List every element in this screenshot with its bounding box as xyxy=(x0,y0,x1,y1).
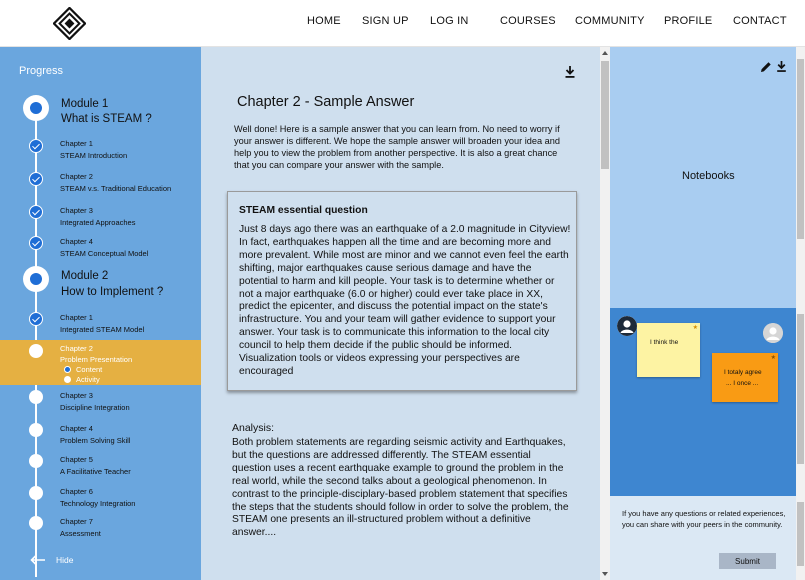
right-panel xyxy=(610,47,805,580)
chapter-title: Discipline Integration xyxy=(60,403,130,412)
chapter-number: Chapter 1 xyxy=(60,313,93,322)
chapter-dot-icon xyxy=(29,486,43,500)
main-scrollbar[interactable] xyxy=(600,47,610,580)
main-content xyxy=(201,47,600,580)
progress-sidebar xyxy=(0,47,201,580)
module-1-title[interactable]: What is STEAM ? xyxy=(61,113,152,125)
chapter-dot-icon xyxy=(29,516,43,530)
nav-profile[interactable]: PROFILE xyxy=(664,15,713,27)
arrow-left-icon xyxy=(30,554,46,566)
scroll-thumb[interactable] xyxy=(797,314,804,464)
hide-sidebar-button[interactable] xyxy=(30,553,74,567)
note-text: I think the xyxy=(650,339,679,346)
analysis-title: Analysis: xyxy=(232,422,275,434)
download-icon[interactable] xyxy=(776,60,787,73)
nav-courses[interactable]: COURSES xyxy=(500,15,556,27)
chapter-number: Chapter 1 xyxy=(60,139,93,148)
scroll-thumb[interactable] xyxy=(601,61,609,169)
module-2-title[interactable]: How to Implement ? xyxy=(61,286,164,298)
chapter-number: Chapter 4 xyxy=(60,424,93,433)
module-1-marker xyxy=(23,95,49,121)
chapter-number: Chapter 4 xyxy=(60,237,93,246)
chapter-dot-icon xyxy=(29,423,43,437)
intro-text: Well done! Here is a sample answer that you can learn from. No need to worry if your answer is different. We hope the sample answer will broaden your idea and help you to view the problem from another perspective. It is also a great chance that you can compare your answer with the sample. xyxy=(234,124,560,170)
notebook-scrollbar[interactable] xyxy=(796,47,805,304)
avatar[interactable] xyxy=(617,316,637,336)
chapter-dot-icon xyxy=(29,454,43,468)
module-1-number[interactable]: Module 1 xyxy=(61,98,109,110)
notebooks-label: Notebooks xyxy=(682,170,735,182)
chapter-title: Integrated STEAM Model xyxy=(60,325,145,334)
page-title: Chapter 2 - Sample Answer xyxy=(237,94,415,110)
note-text: ... I once ... xyxy=(726,380,759,387)
note-text: I totaly agree xyxy=(724,369,762,376)
notebook-panel[interactable] xyxy=(610,47,796,304)
chapter-title: STEAM Introduction xyxy=(60,151,128,160)
check-icon xyxy=(29,236,43,250)
chapter-title: A Facilitative Teacher xyxy=(60,467,131,476)
nav-home[interactable]: HOME xyxy=(307,15,341,27)
sticky-note-orange[interactable] xyxy=(712,353,778,402)
nav-sign-up[interactable]: SIGN UP xyxy=(362,15,409,27)
subitem-activity[interactable]: Activity xyxy=(76,375,100,384)
chapter-number: Chapter 6 xyxy=(60,487,93,496)
comment-prompt[interactable]: If you have any questions or related experiences, you can share with your peers in the community. xyxy=(622,509,786,530)
check-icon xyxy=(29,172,43,186)
chapter-title: Problem Solving Skill xyxy=(60,436,131,445)
board-divider xyxy=(610,304,796,308)
question-body: Just 8 days ago there was an earthquake of a 2.0 magnitude in Cityview! In fact, earthquakes happen all the time and are becoming more and more prevalent. While most are minor and we cannot even feel the earth shifting, major earthquakes cause serious damage and have the potential to harm and kill people. Your task is to determine whether or not a major earthquake (6.0 or higher) could ever take place in XX, predict the epicenter, and discuss the potential impact on the state's infrastructure. You and your team will gather evidence to support your answer. Your task is to communicate this information to the local city council to help them decide if the public should be informed. Visualization tools or videos expressing your perspectives are encouraged xyxy=(239,224,571,377)
module-2-marker xyxy=(23,266,49,292)
avatar[interactable] xyxy=(763,323,783,343)
check-icon xyxy=(29,139,43,153)
subitem-content[interactable]: Content xyxy=(76,365,103,374)
scroll-thumb[interactable] xyxy=(797,502,804,566)
chapter-number: Chapter 5 xyxy=(60,455,93,464)
current-chapter-icon xyxy=(29,344,43,358)
chapter-title: STEAM v.s. Traditional Education xyxy=(60,184,172,193)
chapter-dot-icon xyxy=(29,390,43,404)
chapter-title: Technology Integration xyxy=(60,499,136,508)
scroll-thumb[interactable] xyxy=(797,59,804,239)
chapter-title: Assessment xyxy=(60,529,101,538)
chapter-number: Chapter 2 xyxy=(60,344,93,353)
chapter-number: Chapter 7 xyxy=(60,517,93,526)
check-icon xyxy=(29,205,43,219)
sticky-note-yellow[interactable] xyxy=(637,323,700,377)
scroll-up-icon[interactable] xyxy=(602,51,608,55)
comment-scrollbar[interactable] xyxy=(796,496,805,580)
chapter-title: Integrated Approaches xyxy=(60,218,136,227)
star-icon: ★ xyxy=(770,355,776,361)
question-title: STEAM essential question xyxy=(239,205,368,216)
star-icon: ★ xyxy=(692,325,698,331)
board-scrollbar[interactable] xyxy=(796,304,805,496)
essential-question-card xyxy=(227,191,577,391)
sidebar-item-module2-chapter2-active[interactable] xyxy=(0,340,201,385)
module-2-number[interactable]: Module 2 xyxy=(61,270,109,282)
sticky-note-board xyxy=(610,304,796,496)
content-dot-icon xyxy=(64,366,71,373)
comment-area xyxy=(610,496,796,580)
chapter-title: Problem Presentation xyxy=(60,355,133,364)
chapter-number: Chapter 3 xyxy=(60,391,93,400)
logo-icon[interactable] xyxy=(53,7,86,40)
progress-title: Progress xyxy=(19,65,64,77)
nav-contact[interactable]: CONTACT xyxy=(733,15,787,27)
pencil-icon[interactable] xyxy=(760,61,772,73)
check-icon xyxy=(29,312,43,326)
analysis-body: Both problem statements are regarding seismic activity and Earthquakes, but the questions are addressed differently. The STEAM essential question uses a recent earthquake example to ground the problem in the real world, while the second talks about a geological phenomenon. In contrast to the principle-disciplary-based problem statement that specifies the steps that the students should follow in order to solve the problem, the STEAM one presents an ill-structured problem without a definitive answer.... xyxy=(232,437,569,539)
top-header xyxy=(0,0,805,47)
nav-community[interactable]: COMMUNITY xyxy=(575,15,645,27)
scroll-down-icon[interactable] xyxy=(602,572,608,576)
submit-button[interactable]: Submit xyxy=(719,553,776,569)
hide-label: Hide xyxy=(56,555,74,565)
download-icon[interactable] xyxy=(564,65,576,79)
chapter-number: Chapter 2 xyxy=(60,172,93,181)
chapter-number: Chapter 3 xyxy=(60,206,93,215)
chapter-title: STEAM Conceptual Model xyxy=(60,249,149,258)
activity-dot-icon xyxy=(64,376,71,383)
nav-log-in[interactable]: LOG IN xyxy=(430,15,469,27)
